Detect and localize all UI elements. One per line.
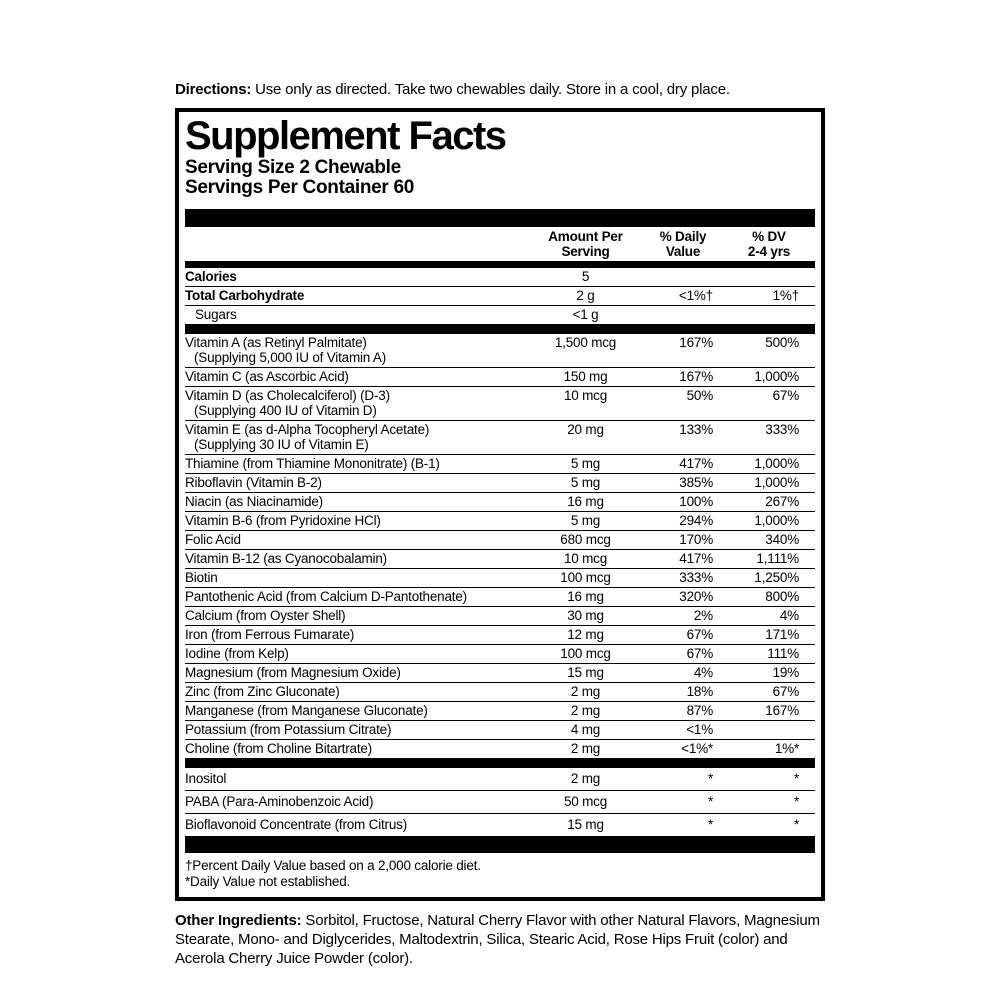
nutrient-name-line1: Niacin (as Niacinamide)	[185, 494, 323, 509]
nutrient-name	[185, 307, 528, 322]
dv-value: 320%	[679, 589, 713, 604]
table-row	[185, 768, 815, 791]
nutrient-name	[185, 608, 528, 623]
amount-value: 10 mcg	[563, 551, 608, 566]
amount-value: 2 g	[576, 288, 595, 303]
nutrient-name-line1: Calcium (from Oyster Shell)	[185, 608, 346, 623]
nutrient-name-line1: Vitamin D (as Cholecalciferol) (D-3)	[185, 388, 390, 403]
table-row	[185, 721, 815, 740]
nutrient-name-line1: Vitamin A (as Retinyl Palmitate)	[185, 335, 367, 350]
dv24-value: 267%	[765, 494, 799, 509]
table-row	[185, 368, 815, 387]
nutrient-name-line1: Total Carbohydrate	[185, 288, 305, 303]
dv-value: *	[707, 771, 713, 786]
nutrient-name-line1: Potassium (from Potassium Citrate)	[185, 722, 392, 737]
nutrient-name	[185, 646, 528, 661]
dv24-value: 1%*	[774, 741, 799, 756]
nutrient-name	[185, 288, 528, 303]
amount-value: 100 mcg	[560, 646, 611, 661]
divider-bar	[185, 261, 815, 268]
col-dv24-line1: % DV	[752, 229, 786, 244]
nutrient-name	[185, 794, 528, 809]
table-row	[185, 421, 815, 455]
footnote-daily-value: †Percent Daily Value based on a 2,000 calorie diet.	[185, 858, 481, 873]
nutrient-name-line1: Vitamin B-12 (as Cyanocobalamin)	[185, 551, 387, 566]
col-amount-line1: Amount Per	[548, 229, 623, 244]
amount-value: 16 mg	[567, 494, 604, 509]
footnote-not-established: *Daily Value not established.	[185, 873, 351, 889]
nutrient-name-line1: Folic Acid	[185, 532, 241, 547]
amount-value: 1,500 mcg	[554, 335, 617, 350]
table-row	[185, 588, 815, 607]
dv-value: *	[707, 794, 713, 809]
amount-value: 2 mg	[570, 684, 601, 699]
nutrient-name	[185, 388, 528, 418]
dv24-value: 800%	[765, 589, 799, 604]
dv24-value: 111%	[767, 646, 799, 661]
other-ingredients-label: Other Ingredients:	[175, 912, 302, 929]
dv24-value: 1,000%	[754, 369, 799, 384]
nutrient-name	[185, 513, 528, 528]
dv24-value: 171%	[765, 627, 799, 642]
panel-title: Supplement Facts	[185, 114, 506, 158]
amount-value: 2 mg	[570, 703, 601, 718]
nutrient-name	[185, 532, 528, 547]
nutrient-name	[185, 771, 528, 786]
dv-value: 417%	[679, 456, 713, 471]
nutrient-name	[185, 817, 528, 832]
nutrient-name	[185, 335, 528, 365]
table-row	[185, 569, 815, 588]
col-dv-line2: Value	[665, 244, 701, 259]
amount-value: 100 mcg	[560, 570, 611, 585]
table-row	[185, 814, 815, 836]
amount-value: 5 mg	[570, 456, 601, 471]
dv-value: 67%	[686, 627, 713, 642]
divider-bar	[185, 324, 815, 334]
table-row	[185, 334, 815, 368]
amount-value: 680 mcg	[560, 532, 611, 547]
nutrient-name	[185, 369, 528, 384]
nutrient-name-line1: Sugars	[195, 307, 237, 322]
table-row	[185, 287, 815, 306]
table-row	[185, 531, 815, 550]
dv-value: *	[707, 817, 713, 832]
nutrient-name-line2: (Supplying 30 IU of Vitamin E)	[194, 437, 369, 452]
nutrient-name	[185, 665, 528, 680]
dv-value: 100%	[679, 494, 713, 509]
dv-value: 50%	[686, 388, 713, 403]
nutrient-name	[185, 570, 528, 585]
nutrient-name	[185, 703, 528, 718]
amount-value: 4 mg	[570, 722, 601, 737]
amount-value: 30 mg	[567, 608, 604, 623]
dv-value: <1%†	[678, 288, 713, 303]
dv24-value: 19%	[772, 665, 799, 680]
header-spacer	[185, 229, 528, 259]
amount-value: <1 g	[572, 307, 599, 322]
nutrient-name-line1: Calories	[185, 269, 237, 284]
col-dv-line1: % Daily	[659, 229, 707, 244]
amount-value: 150 mg	[563, 369, 608, 384]
nutrient-name	[185, 551, 528, 566]
amount-value: 2 mg	[570, 741, 601, 756]
divider-bar	[185, 209, 815, 227]
dv24-value: 1,000%	[754, 475, 799, 490]
nutrient-name-line1: Vitamin B-6 (from Pyridoxine HCl)	[185, 513, 381, 528]
col-amount-line2: Serving	[561, 244, 610, 259]
nutrient-name	[185, 741, 528, 756]
dv-value: 4%	[693, 665, 713, 680]
amount-value: 15 mg	[567, 817, 604, 832]
col-amount-per-serving	[528, 229, 643, 259]
servings-per-container: Servings Per Container 60	[185, 177, 415, 198]
supplement-facts-panel	[175, 108, 825, 901]
amount-value: 12 mg	[567, 627, 604, 642]
dv24-value: 1,111%	[756, 551, 799, 566]
amount-value: 15 mg	[567, 665, 604, 680]
directions-label: Directions:	[175, 81, 252, 98]
dv24-value: *	[793, 817, 799, 832]
col-percent-dv-2-4yrs	[723, 229, 815, 259]
label-content	[175, 80, 825, 968]
dv24-value: 1,000%	[754, 513, 799, 528]
dv24-value: 340%	[765, 532, 799, 547]
dv24-value: 500%	[765, 335, 799, 350]
table-row	[185, 268, 815, 287]
column-headers	[185, 227, 815, 261]
dv24-value: 67%	[772, 684, 799, 699]
nutrient-name	[185, 627, 528, 642]
table-row	[185, 306, 815, 324]
dv24-value: 4%	[779, 608, 799, 623]
amount-value: 20 mg	[567, 422, 604, 437]
dv-value: 87%	[686, 703, 713, 718]
nutrient-name-line1: Magnesium (from Magnesium Oxide)	[185, 665, 401, 680]
table-row	[185, 791, 815, 814]
serving-size: Serving Size 2 Chewable	[185, 157, 401, 178]
dv24-value: 333%	[765, 422, 799, 437]
table-row	[185, 664, 815, 683]
nutrient-name-line1: Iodine (from Kelp)	[185, 646, 289, 661]
col-percent-daily-value	[643, 229, 723, 259]
amount-value: 5 mg	[570, 475, 601, 490]
dv-value: 417%	[679, 551, 713, 566]
dv-value: 2%	[693, 608, 713, 623]
dv24-value: 1%†	[772, 288, 799, 303]
dv24-value: 167%	[765, 703, 799, 718]
divider-bar	[185, 836, 815, 853]
nutrient-name-line1: Vitamin E (as d-Alpha Tocopheryl Acetate)	[185, 422, 430, 437]
table-row	[185, 645, 815, 664]
amount-value: 50 mcg	[563, 794, 608, 809]
nutrient-name	[185, 475, 528, 490]
nutrient-name-line1: Pantothenic Acid (from Calcium D-Pantothenate)	[185, 589, 467, 604]
dv24-value: 1,000%	[754, 456, 799, 471]
dv-value: 18%	[686, 684, 713, 699]
dv-value: 385%	[679, 475, 713, 490]
table-row	[185, 702, 815, 721]
dv-value: <1%*	[681, 741, 713, 756]
nutrient-name-line1: Thiamine (from Thiamine Mononitrate) (B-1)	[185, 456, 440, 471]
dv24-value: *	[793, 771, 799, 786]
table-row	[185, 683, 815, 702]
table-row	[185, 493, 815, 512]
nutrient-name-line2: (Supplying 5,000 IU of Vitamin A)	[194, 350, 387, 365]
directions-body: Use only as directed. Take two chewables daily. Store in a cool, dry place.	[251, 81, 730, 98]
amount-value: 16 mg	[567, 589, 604, 604]
nutrient-name	[185, 722, 528, 737]
table-row	[185, 474, 815, 493]
table-row	[185, 607, 815, 626]
nutrient-name-line1: Choline (from Choline Bitartrate)	[185, 741, 372, 756]
nutrient-name-line1: Vitamin C (as Ascorbic Acid)	[185, 369, 349, 384]
footnotes	[185, 858, 815, 889]
nutrient-name-line1: Iron (from Ferrous Fumarate)	[185, 627, 355, 642]
dv-value: 167%	[679, 335, 713, 350]
directions-text	[175, 80, 825, 99]
dv24-value: 67%	[772, 388, 799, 403]
dv-value: 133%	[679, 422, 713, 437]
amount-value: 2 mg	[570, 771, 601, 786]
col-dv24-line2: 2-4 yrs	[747, 244, 791, 259]
nutrient-name	[185, 269, 528, 284]
amount-value: 5 mg	[570, 513, 601, 528]
nutrient-name-line1: PABA (Para-Aminobenzoic Acid)	[185, 794, 374, 809]
dv24-value: *	[793, 794, 799, 809]
nutrient-name	[185, 589, 528, 604]
table-row	[185, 550, 815, 569]
other-ingredients-body: Sorbitol, Fructose, Natural Cherry Flavor with other Natural Flavors, Magnesium Stearate, Mono- and Diglycerides, Maltodextrin, Silica, Stearic Acid, Rose Hips Fruit (color) and Acerola Cherry Juice Powder (color).	[175, 912, 820, 967]
nutrient-name	[185, 456, 528, 471]
table-row	[185, 740, 815, 758]
nutrient-name-line1: Inositol	[185, 771, 227, 786]
table-row	[185, 626, 815, 645]
amount-value: 5	[581, 269, 590, 284]
nutrient-table	[185, 268, 815, 853]
table-row	[185, 512, 815, 531]
dv-value: 294%	[679, 513, 713, 528]
nutrient-name-line1: Biotin	[185, 570, 218, 585]
dv-value: 167%	[679, 369, 713, 384]
dv-value: 333%	[679, 570, 713, 585]
amount-value: 10 mcg	[563, 388, 608, 403]
table-row	[185, 455, 815, 474]
dv-value: 67%	[686, 646, 713, 661]
dv-value: 170%	[679, 532, 713, 547]
dv24-value: 1,250%	[754, 570, 799, 585]
divider-bar	[185, 758, 815, 768]
dv-value: <1%	[686, 722, 713, 737]
nutrient-name	[185, 684, 528, 699]
nutrient-name	[185, 422, 528, 452]
other-ingredients	[175, 911, 825, 968]
table-row	[185, 387, 815, 421]
nutrient-name-line2: (Supplying 400 IU of Vitamin D)	[194, 403, 377, 418]
nutrient-name	[185, 494, 528, 509]
nutrient-name-line1: Manganese (from Manganese Gluconate)	[185, 703, 428, 718]
nutrient-name-line1: Riboflavin (Vitamin B-2)	[185, 475, 322, 490]
nutrient-name-line1: Bioflavonoid Concentrate (from Citrus)	[185, 817, 407, 832]
nutrient-name-line1: Zinc (from Zinc Gluconate)	[185, 684, 340, 699]
